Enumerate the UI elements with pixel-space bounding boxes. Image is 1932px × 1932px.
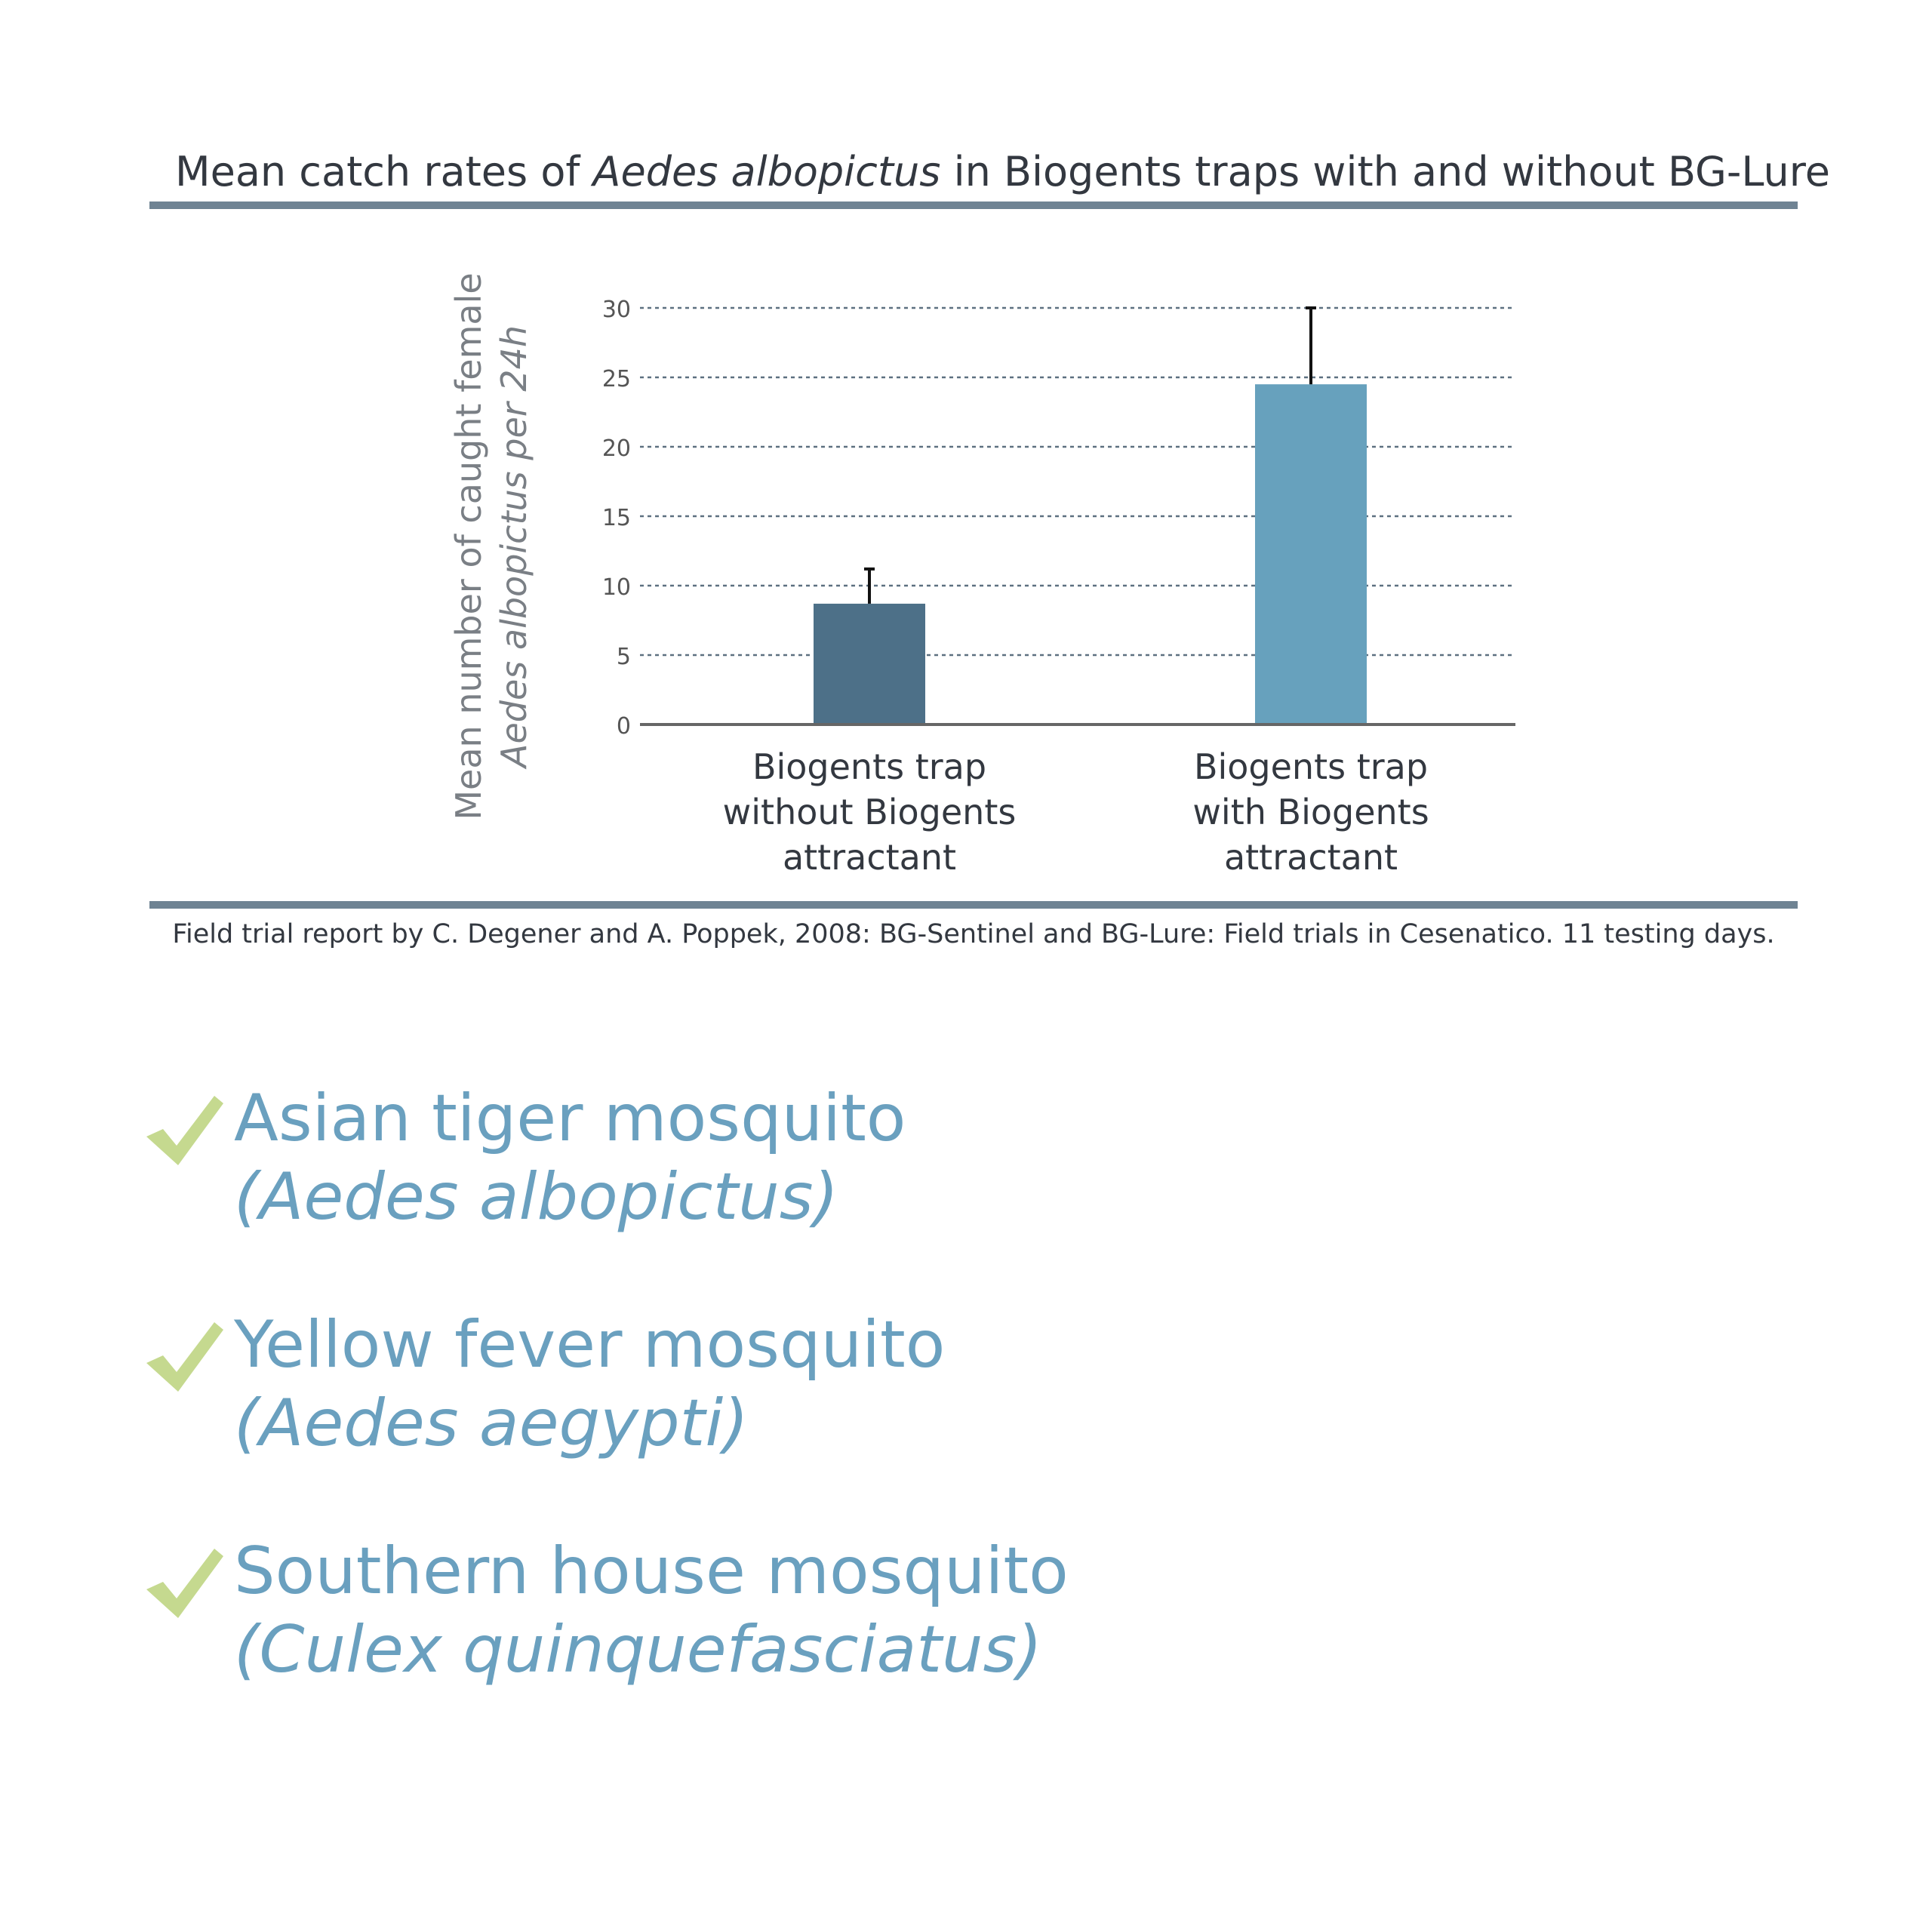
- y-tick-label: 5: [616, 644, 631, 670]
- y-tick-label: 30: [601, 297, 631, 323]
- x-tick-label: without Biogents: [722, 792, 1017, 832]
- checkmark-icon: [143, 1546, 226, 1621]
- bar-chart: [0, 0, 1932, 898]
- species-item-asian-tiger: [143, 1079, 1426, 1306]
- title-species: Aedes albopictus: [592, 148, 941, 195]
- bottom-divider: [149, 901, 1798, 909]
- species-common-name: Asian tiger mosquito: [234, 1081, 906, 1156]
- species-item-yellow-fever: [143, 1306, 1426, 1532]
- checkmark-icon: [143, 1093, 226, 1168]
- y-tick-label: 25: [601, 366, 631, 392]
- x-tick-label: with Biogents: [1192, 792, 1429, 832]
- checkmark-icon: [143, 1319, 226, 1395]
- species-scientific-name: (Aedes albopictus): [234, 1159, 839, 1235]
- bar: [814, 604, 925, 724]
- title-suffix: in Biogents traps with and without BG-Lure: [940, 148, 1830, 195]
- y-tick-label: 20: [601, 435, 631, 462]
- species-common-name: Yellow fever mosquito: [234, 1307, 946, 1383]
- y-tick-label: 0: [616, 713, 631, 740]
- y-axis-title: Aedes albopictus per 24h: [494, 325, 534, 768]
- species-scientific-name: (Culex quinquefasciatus): [234, 1612, 1042, 1687]
- title-prefix: Mean catch rates of: [175, 148, 593, 195]
- y-tick-label: 10: [601, 574, 631, 601]
- y-axis-title: Mean number of caught female: [448, 272, 489, 820]
- source-citation: Field trial report by C. Degener and A. Poppek, 2008: BG-Sentinel and BG-Lure: Field trials in Cesenatico. 11 testing days.: [172, 919, 1775, 949]
- y-tick-label: 15: [601, 505, 631, 531]
- species-item-southern-house: [143, 1532, 1426, 1758]
- bar: [1255, 384, 1367, 724]
- species-list: [143, 1079, 1426, 1758]
- x-tick-label: Biogents trap: [1193, 746, 1429, 787]
- x-tick-label: attractant: [782, 837, 957, 878]
- x-tick-label: Biogents trap: [752, 746, 987, 787]
- species-common-name: Southern house mosquito: [234, 1534, 1069, 1609]
- species-scientific-name: (Aedes aegypti): [234, 1386, 749, 1461]
- x-tick-label: attractant: [1223, 837, 1398, 878]
